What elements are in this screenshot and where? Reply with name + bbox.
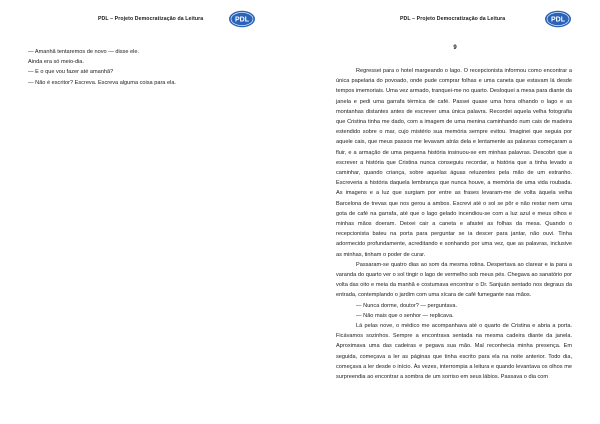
logo-text: PDL	[235, 16, 249, 24]
paragraph: Lá pelas nove, o médico me acompanhava até o quarto de Cristina e abria a porta. Ficávamos sozinhos. Sempre a encontrava sentada na mesma cadeira diante da janela. Aproximava uma das cadeiras e pegava sua mão. Mal reconhecia minha presença. Em seguida, começava a ler as páginas que tinha escrito para ela na noite anterior. Todo dia, começava a ler desde o início. Às vezes, interrompia a leitura e quando levantava os olhos me surpreendia ao encontrar a sombra de um sorriso em seus lábios. Passava o dia com	[336, 323, 572, 381]
text-line: Ainda era só meio-dia.	[28, 59, 84, 66]
body-text	[336, 66, 572, 382]
text-line: — Não é escritor? Escreva. Escreva alguma coisa para ela.	[28, 79, 176, 86]
header-title: PDL – Projeto Democratização da Leitura	[98, 16, 204, 22]
logo-text: PDL	[551, 16, 565, 24]
page-header	[0, 6, 300, 36]
page-number: 9	[453, 45, 457, 51]
paragraph: — Nunca dorme, doutor? — perguntava.	[356, 302, 458, 309]
page-header	[300, 6, 600, 36]
text-line: — Amanhã tentaremos de novo — disse ele.	[28, 49, 140, 55]
header-title: PDL – Projeto Democratização da Leitura	[400, 16, 506, 22]
pdl-logo-icon	[228, 10, 256, 28]
pdl-logo-icon	[544, 10, 572, 28]
paragraph: Regressei para o hotel margeando o lago. O recepcionista informou como encontrar a única papelaria do povoado, onde pude comprar folhas e uma caneta que estavam lá desde tempos imemoriais. Uma vez armado, tranquei-me no quarto. Desloquei a mesa para diante da janela e pedi uma garrafa térmica de café. Passei quase uma hora olhando o lago e as montanhas distantes antes de escrever uma única palavra. Recordei aquela velha fotografia que Cristina tinha me dado, com a imagem de uma menina caminhando num cais de madeira estendido sobre o mar, cujo mistério sua memória sempre evitou. Imaginei que seguia por aquele cais, que meus passos me levavam atrás dela e lentamente as palavras começaram a fluir, e a armação de uma pequena história insinuou-se em minhas palavras. Descobri que a escrever a história que Cristina nunca conseguiu recordar, a história que a tinha levado a caminhar, quando criança, sobre aquelas águas reluzentes pela mão de um estranho. Escreveria a história daquela lembrança que nunca houve, a memória de uma vida roubada. As imagens e a luz que surgiam por entre as frases levaram-me de volta àquela velha Barcelona de trevas que nos gerou a ambos. Escrevi até o sol se pôr e não restar nem uma gota de café na garrafa, até que o lago gelado incendiou-se com a luz azul e meus olhos e minhas mãos doeram. Deixei cair a caneta e afastei as folhas da mesa. Quando o recepcionista bateu na porta para perguntar se ia descer para jantar, não ouvi. Tinha adormecido profundamente, acreditando e sonhando por uma vez, que as palavras, inclusive as minhas, tinham o poder de curar.	[336, 68, 572, 258]
paragraph: — Não mais que o senhor — replicava.	[356, 312, 454, 319]
right-page	[300, 0, 600, 424]
left-page-text	[28, 47, 268, 88]
text-line: — E o que vou fazer até amanhã?	[28, 69, 114, 76]
paragraph: Passaram-se quatro dias ao som da mesma rotina. Despertava ao clarear e ia para a varanda do quarto ver o sol tingir o lago de vermelho sob meus pés. Chegava ao sanatório por volta das oito e meia da manhã e costumava encontrar o Dr. Sanjuán sentado nos degraus da entrada, contemplando o jardim com uma xícara de café fumegante nas mãos.	[336, 261, 572, 299]
